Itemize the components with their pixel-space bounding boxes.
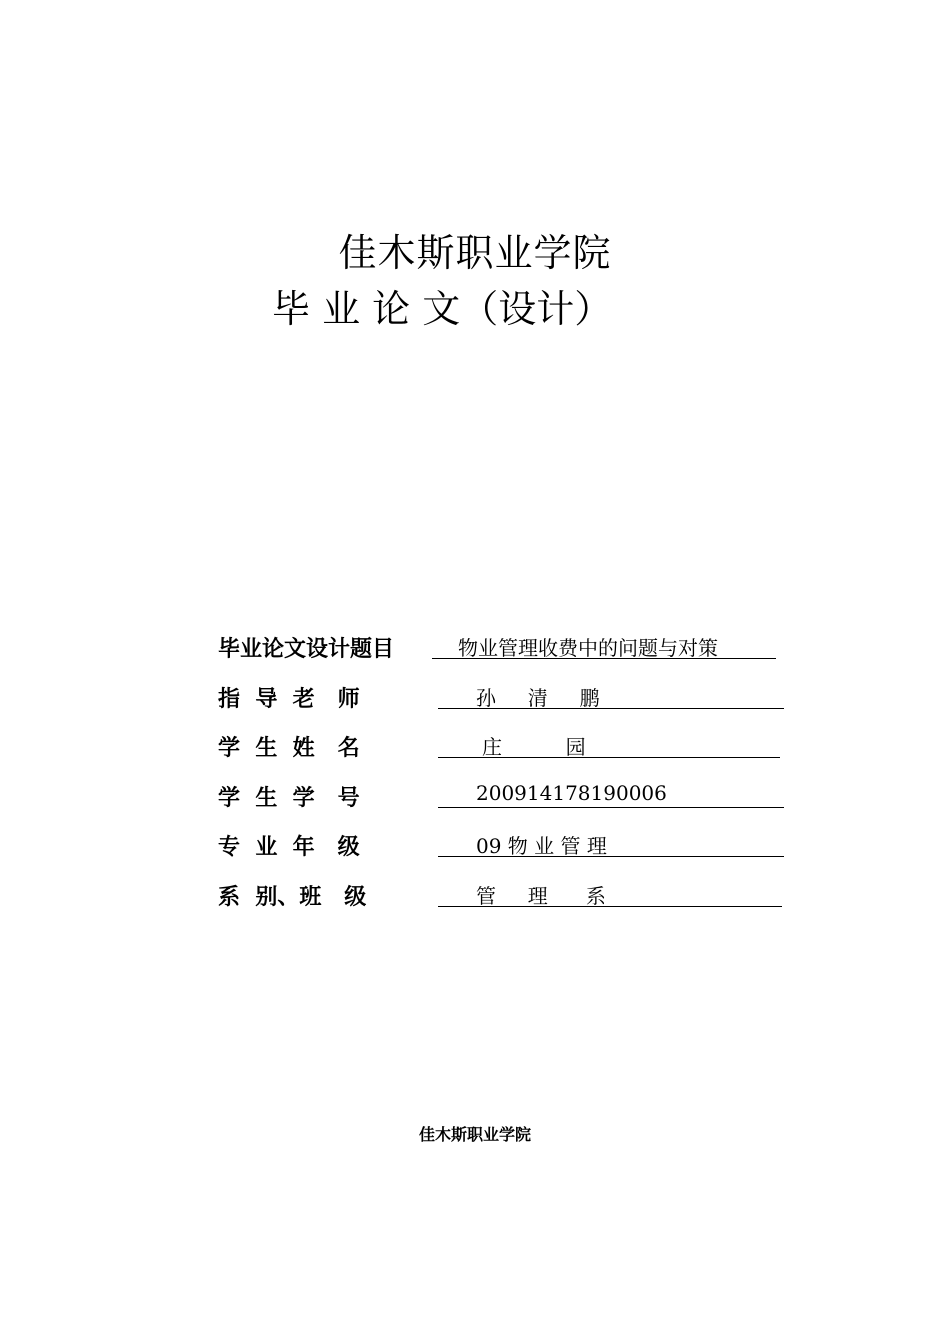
field-label-topic: 毕业论文设计题目 bbox=[218, 636, 395, 662]
underline-student-id bbox=[438, 807, 784, 808]
field-value-student-name: 庄 园 bbox=[482, 735, 586, 759]
field-label-student-name: 学 生 姓 名 bbox=[218, 735, 360, 761]
field-value-department-class: 管 理 系 bbox=[476, 883, 606, 908]
field-label-advisor: 指 导 老 师 bbox=[218, 685, 360, 712]
footer-college-name: 佳木斯职业学院 bbox=[418, 1125, 531, 1144]
field-label-major-year: 专 业 年 级 bbox=[218, 834, 360, 860]
college-title: 佳木斯职业学院 bbox=[338, 231, 612, 275]
field-value-student-id: 200914178190006 bbox=[476, 780, 667, 805]
field-label-department-class: 系 别、班 级 bbox=[218, 883, 367, 910]
field-value-advisor: 孙 清 鹏 bbox=[476, 685, 600, 710]
document-type-title: 毕 业 论 文（设计） bbox=[272, 287, 613, 331]
field-value-major-year: 09 物 业 管 理 bbox=[476, 834, 607, 858]
field-value-topic: 物业管理收费中的问题与对策 bbox=[458, 636, 718, 660]
field-label-student-id: 学 生 学 号 bbox=[218, 784, 360, 811]
